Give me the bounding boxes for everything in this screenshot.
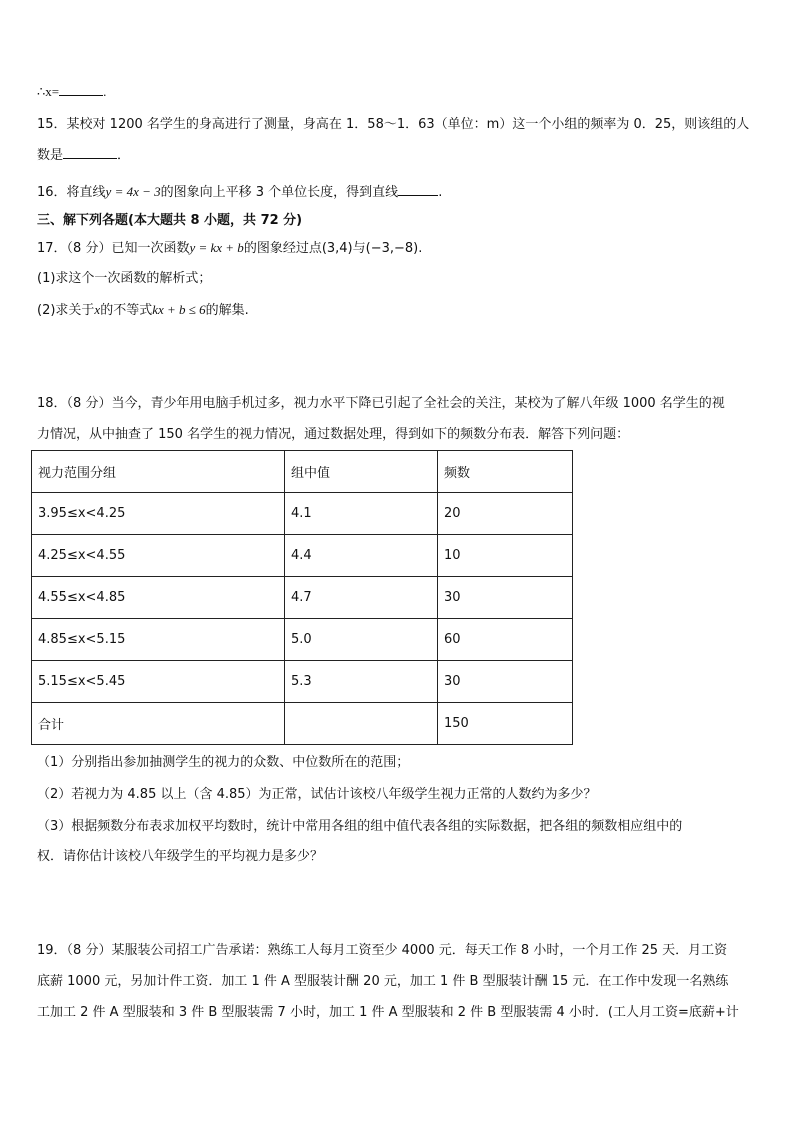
q14-answer-line (37, 83, 106, 101)
section-heading: 三、解下列各题(本大题共 8 小题，共 72 分) (37, 213, 303, 228)
table-header-row (32, 451, 573, 493)
table-cell: 10 (438, 535, 573, 577)
q15-line2 (37, 146, 130, 165)
table-row (32, 577, 573, 619)
q17-part2 (37, 301, 249, 320)
table-cell: 20 (438, 493, 573, 535)
table-cell: 30 (438, 577, 573, 619)
q18-sub2: （2）若视力为 4.85 以上（含 4.85）为正常，试估计该校八年级学生视力正常的人数约为多少？ (37, 787, 597, 802)
table-total-row (32, 703, 573, 745)
table-cell: 5.15≤x<5.45 (32, 661, 285, 703)
q18-line1: 18．（8 分）当今，青少年用电脑手机过多，视力水平下降已引起了全社会的关注，某校为了解八年级 1000 名学生的视 (37, 396, 725, 411)
q17-part2-prefix: (2)求关于 (37, 303, 95, 318)
q19-line2: 底薪 1000 元，另加计件工资．加工 1 件 A 型服装计酬 20 元，加工 1 件 B 型服装计酬 15 元．在工作中发现一名熟练 (37, 974, 729, 989)
q18-line2: 力情况，从中抽查了 150 名学生的视力情况，通过数据处理，得到如下的频数分布表．解答下列问题： (37, 427, 630, 442)
q17-prefix: 17．（8 分）已知一次函数 (37, 241, 190, 256)
q17-equation: y = kx + b (189, 240, 244, 255)
q17-part2-middle: 的不等式 (100, 303, 153, 318)
table-cell: 4.7 (285, 577, 438, 619)
table-cell: 5.0 (285, 619, 438, 661)
table-row (32, 619, 573, 661)
frequency-table (31, 450, 573, 745)
table-cell: 4.85≤x<5.15 (32, 619, 285, 661)
table-cell: 30 (438, 661, 573, 703)
q14-prefix: ∴x= (37, 84, 60, 99)
table-row (32, 535, 573, 577)
q17-stem (37, 239, 422, 258)
q16-middle: 的图象向上平移 3 个单位长度，得到直线 (160, 185, 399, 200)
table-cell: 60 (438, 619, 573, 661)
q18-sub3-line2: 权．请你估计该校八年级学生的平均视力是多少？ (37, 849, 324, 864)
q14-blank[interactable] (59, 83, 103, 96)
q17-part1: (1)求这个一次函数的解析式； (37, 271, 212, 286)
header-cell-range: 视力范围分组 (32, 451, 285, 493)
q17-part2-var: x (94, 302, 101, 317)
q16-blank[interactable] (398, 183, 438, 196)
table-cell: 150 (438, 703, 573, 745)
header-cell-frequency: 频数 (438, 451, 573, 493)
q15-line2-suffix: ． (117, 148, 131, 163)
q19-line1: 19．（8 分）某服装公司招工广告承诺：熟练工人每月工资至少 4000 元．每天工作 8 小时，一个月工作 25 天．月工资 (37, 943, 728, 958)
q17-part2-suffix: 的解集. (205, 303, 249, 318)
table-cell: 5.3 (285, 661, 438, 703)
q16-line (37, 183, 442, 202)
q17-part2-inequality: kx + b ≤ 6 (152, 302, 206, 317)
q15-line2-prefix: 数是 (37, 148, 64, 163)
q14-suffix: . (103, 84, 107, 99)
q16-equation: y = 4x − 3 (105, 184, 161, 199)
table-row (32, 661, 573, 703)
q19-line3: 工加工 2 件 A 型服装和 3 件 B 型服装需 7 小时，加工 1 件 A 型服装和 2 件 B 型服装需 4 小时．(工人月工资=底薪+计 (37, 1005, 739, 1020)
table-cell: 4.55≤x<4.85 (32, 577, 285, 619)
q18-sub1: （1）分别指出参加抽测学生的视力的众数、中位数所在的范围； (37, 755, 410, 770)
table-cell: 4.4 (285, 535, 438, 577)
table-cell (285, 703, 438, 745)
table-cell: 合计 (32, 703, 285, 745)
header-cell-midpoint: 组中值 (285, 451, 438, 493)
q15-blank[interactable] (63, 146, 117, 159)
q16-suffix: . (438, 185, 443, 200)
q18-sub3-line1: （3）根据频数分布表求加权平均数时，统计中常用各组的组中值代表各组的实际数据，把各组的频数相应组中的 (37, 819, 683, 834)
q15-line1: 15．某校对 1200 名学生的身高进行了测量，身高在 1．58～1．63（单位：m）这一个小组的频率为 0．25，则该组的人 (37, 117, 750, 132)
q16-prefix: 16．将直线 (37, 185, 106, 200)
q17-suffix: 的图象经过点(3,4)与(−3,−8). (243, 241, 423, 256)
table-cell: 4.25≤x<4.55 (32, 535, 285, 577)
table-cell: 4.1 (285, 493, 438, 535)
table-cell: 3.95≤x<4.25 (32, 493, 285, 535)
table-row (32, 493, 573, 535)
